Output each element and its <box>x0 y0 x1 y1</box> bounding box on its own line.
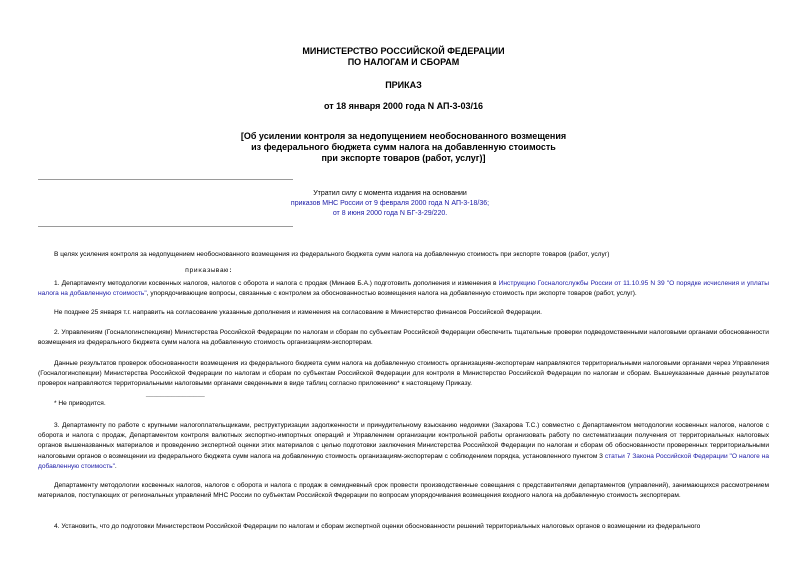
footnote: * Не приводится. <box>54 400 106 407</box>
item2-paragraph: 2. Управлениям (Госналогинспекциям) Министерства Российской Федерации по налогам и сборам по субъектам Российской Федерации обеспечить тщательные проверки подведомственными налоговыми органами обоснованности возмещения из федерального бюджета сумм налога на добавленную стоимость организациям-экспортерам. <box>38 329 769 347</box>
subject-line3: при экспорте товаров (работ, услуг)] <box>321 153 486 163</box>
item1-paragraph <box>38 279 769 299</box>
repeal-note <box>240 189 540 219</box>
subject-line1: [Об усилении контроля за недопущением необоснованного возмещения <box>240 131 567 141</box>
divider-bottom <box>38 226 293 227</box>
order-word <box>185 266 385 276</box>
item4-paragraph: 4. Установить, что до подготовки Министерством Российской Федерации по налогам и сборам экспертной оценки обоснованности решений территориальных налоговых органов о возмещении из федерального <box>54 523 701 530</box>
document-type: ПРИКАЗ <box>385 80 422 90</box>
item3-paragraph <box>38 421 769 472</box>
ministry-title-line2: ПО НАЛОГАМ И СБОРАМ <box>347 57 460 67</box>
intro-paragraph: В целях усиления контроля за недопущением необоснованного возмещения из федерального бюджета сумм налога на добавленную стоимость при экспорте товаров (работ, услуг) <box>54 251 610 258</box>
item3-text-after: . <box>114 462 117 470</box>
item3-text-before: 3. Департаменту по работе с крупными налогоплательщиками, реструктуризации задолженности и принудительному взысканию недоимки (Захарова Т.С.) совместно с Департаментом методологии косвенных налогов, налогов с оборота и налога с продаж, Департаментом контроля валютных экспортно-импортных операций и Управлением организации контрольной работы организовать работу по систематизации получения от территориальных налоговых органов вышеназванных материалов и проведению экспертной оценки этих материалов с целью подготовки заключения Министерства Российской Федерации по налогам и сборам об обоснованности проверенных территориальными налоговыми органов о возмещении из федерального бюджета сумм налога на добавленную стоимость организациям-экспортерам с соблюдением порядка, установленного пунктом 3 <box>38 422 769 460</box>
item1-text-before: 1. Департаменту методологии косвенных налогов, налогов с оборота и налога с продаж (Минаев Б.А.) подготовить дополнения и изменения в <box>54 280 499 287</box>
vat-law-article7-link[interactable]: статьи 7 Закона Российской Федерации "О налоге на добавленную стоимость" <box>38 452 770 470</box>
instruction-39-link[interactable]: Инструкцию Госналогслужбы России от 11.10.95 N 39 "О порядке исчисления и уплаты налога на добавленную стоимость" <box>38 280 769 298</box>
item3-department-paragraph: Департаменту методологии косвенных налогов, налогов с оборота и налога с продаж в семидневный срок провести производственные совещания с представителями департаментов (управлений), занимающихся рассмотрением материалов, поступающих от региональных управлений МНС России по субъектам Российской Федерации по вопросам упорядочивания возмещения входного налога на добавленную стоимость экспортерам. <box>38 482 769 500</box>
item1-text-after: , упорядочивающие вопросы, связанные с контролем за обоснованностью возмещения налога на добавленную стоимость при экспорте товаров (работ, услуг). <box>146 290 637 298</box>
item1-deadline-paragraph: Не позднее 25 января т.г. направить на согласование указанные дополнения и изменения на согласование в Министерство финансов Российской Федерации. <box>54 309 543 316</box>
footnote-rule: ________________ <box>146 390 205 397</box>
subject-line2: из федерального бюджета сумм налога на добавленную стоимость <box>251 142 556 152</box>
repeal-order-link-1[interactable]: приказов МНС России от 9 февраля 2000 года N АП-3-18/36; <box>290 200 490 207</box>
divider-top <box>38 179 293 180</box>
ministry-title-line1: МИНИСТЕРСТВО РОССИЙСКОЙ ФЕДЕРАЦИИ <box>302 46 505 56</box>
repeal-note-text: Утратил силу с момента издания на основании <box>313 190 467 197</box>
repeal-order-link-2[interactable]: от 8 июня 2000 года N БГ-3-29/220. <box>332 210 448 217</box>
item2-data-paragraph: Данные результатов проверок обоснованности возмещения из федерального бюджета сумм налога на добавленную стоимость организациям-экспортерам направляются территориальными налоговыми органами через Управления (Госналогинспекции) Министерства Российской Федерации по налогам и сборам по субъектам Российской Федерации для контроля в Министерство Российской Федерации по налогам и сборам. Вышеуказанные данные результатов проверок направляются территориальными налоговыми органами сведенными в виде таблиц согласно приложению* к настоящему Приказу. <box>38 360 769 388</box>
document-date: от 18 января 2000 года N АП-3-03/16 <box>323 101 484 111</box>
order-word-text: приказываю: <box>185 267 233 274</box>
